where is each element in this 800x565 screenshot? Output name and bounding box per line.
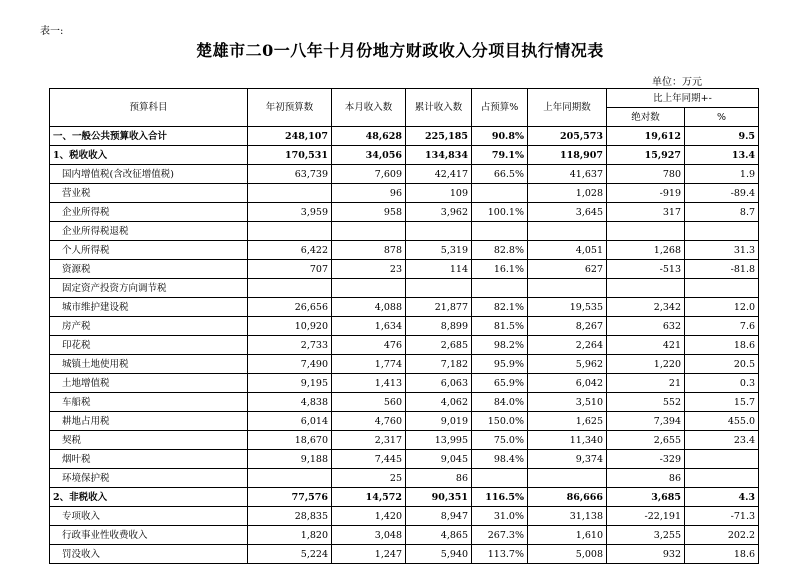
table-row	[50, 298, 759, 317]
header-last-year: 上年同期数	[528, 89, 607, 127]
cell-absolute	[607, 222, 685, 241]
cell-percent: 202.2	[685, 526, 759, 545]
cell-last-year: 5,008	[528, 545, 607, 564]
cell-month: 2,317	[332, 431, 406, 450]
row-label: 2、非税收入	[50, 488, 248, 507]
cell-month	[332, 279, 406, 298]
cell-month: 1,413	[332, 374, 406, 393]
table-row	[50, 507, 759, 526]
cell-cumulative: 21,877	[406, 298, 472, 317]
cell-cumulative: 4,062	[406, 393, 472, 412]
cell-month: 560	[332, 393, 406, 412]
row-label: 个人所得税	[50, 241, 248, 260]
cell-pct-budget	[472, 222, 528, 241]
cell-last-year	[528, 279, 607, 298]
table-row	[50, 184, 759, 203]
cell-percent: 1.9	[685, 165, 759, 184]
cell-pct-budget: 31.0%	[472, 507, 528, 526]
cell-pct-budget: 98.2%	[472, 336, 528, 355]
row-label: 一、一般公共预算收入合计	[50, 127, 248, 146]
cell-last-year: 205,573	[528, 127, 607, 146]
cell-month: 7,609	[332, 165, 406, 184]
cell-absolute: 932	[607, 545, 685, 564]
cell-absolute: -513	[607, 260, 685, 279]
table-row	[50, 127, 759, 146]
page-title: 楚雄市二0一八年十月份地方财政收入分项目执行情况表	[196, 41, 604, 60]
row-label: 行政事业性收费收入	[50, 526, 248, 545]
cell-absolute: -919	[607, 184, 685, 203]
cell-last-year: 1,625	[528, 412, 607, 431]
cell-absolute: 2,342	[607, 298, 685, 317]
cell-percent: 12.0	[685, 298, 759, 317]
cell-cumulative	[406, 279, 472, 298]
cell-last-year: 1,610	[528, 526, 607, 545]
cell-percent: 455.0	[685, 412, 759, 431]
cell-month: 48,628	[332, 127, 406, 146]
cell-pct-budget: 81.5%	[472, 317, 528, 336]
cell-last-year: 2,264	[528, 336, 607, 355]
cell-cumulative: 3,962	[406, 203, 472, 222]
header-month: 本月收入数	[332, 89, 406, 127]
table-row	[50, 469, 759, 488]
row-label: 耕地占用税	[50, 412, 248, 431]
row-label: 车船税	[50, 393, 248, 412]
row-label: 环境保护税	[50, 469, 248, 488]
cell-last-year: 3,645	[528, 203, 607, 222]
header-percent: %	[685, 108, 759, 127]
cell-budget	[248, 469, 332, 488]
cell-month: 14,572	[332, 488, 406, 507]
cell-absolute: 19,612	[607, 127, 685, 146]
row-label: 企业所得税退税	[50, 222, 248, 241]
table-row	[50, 317, 759, 336]
cell-pct-budget: 95.9%	[472, 355, 528, 374]
table-row	[50, 336, 759, 355]
cell-pct-budget: 82.8%	[472, 241, 528, 260]
header-budget: 年初预算数	[248, 89, 332, 127]
cell-percent: 8.7	[685, 203, 759, 222]
cell-percent	[685, 279, 759, 298]
cell-budget: 10,920	[248, 317, 332, 336]
cell-pct-budget: 113.7%	[472, 545, 528, 564]
cell-month	[332, 222, 406, 241]
cell-budget: 3,959	[248, 203, 332, 222]
cell-cumulative: 7,182	[406, 355, 472, 374]
cell-percent: 9.5	[685, 127, 759, 146]
row-label: 城市维护建设税	[50, 298, 248, 317]
cell-budget: 170,531	[248, 146, 332, 165]
header-compare: 比上年同期+-	[607, 89, 759, 108]
cell-absolute: 3,685	[607, 488, 685, 507]
cell-cumulative	[406, 222, 472, 241]
cell-last-year: 31,138	[528, 507, 607, 526]
row-label: 专项收入	[50, 507, 248, 526]
table-row	[50, 241, 759, 260]
cell-pct-budget	[472, 469, 528, 488]
cell-month: 25	[332, 469, 406, 488]
cell-percent: 18.6	[685, 545, 759, 564]
table-row	[50, 260, 759, 279]
cell-pct-budget: 98.4%	[472, 450, 528, 469]
cell-month: 476	[332, 336, 406, 355]
cell-cumulative: 86	[406, 469, 472, 488]
cell-month: 1,774	[332, 355, 406, 374]
cell-last-year	[528, 469, 607, 488]
row-label: 固定资产投资方向调节税	[50, 279, 248, 298]
cell-budget: 9,195	[248, 374, 332, 393]
cell-budget: 77,576	[248, 488, 332, 507]
row-label: 城镇土地使用税	[50, 355, 248, 374]
cell-cumulative: 9,045	[406, 450, 472, 469]
cell-month: 4,088	[332, 298, 406, 317]
table-row	[50, 146, 759, 165]
table-row	[50, 165, 759, 184]
table-row	[50, 545, 759, 564]
cell-last-year: 627	[528, 260, 607, 279]
cell-last-year: 9,374	[528, 450, 607, 469]
cell-pct-budget: 267.3%	[472, 526, 528, 545]
cell-month: 7,445	[332, 450, 406, 469]
cell-percent: 4.3	[685, 488, 759, 507]
cell-cumulative: 2,685	[406, 336, 472, 355]
cell-pct-budget: 75.0%	[472, 431, 528, 450]
cell-month: 1,420	[332, 507, 406, 526]
cell-pct-budget	[472, 279, 528, 298]
row-label: 土地增值税	[50, 374, 248, 393]
unit-label: 单位：万元	[652, 77, 702, 88]
cell-budget: 9,188	[248, 450, 332, 469]
row-label: 1、税收收入	[50, 146, 248, 165]
row-label: 资源税	[50, 260, 248, 279]
cell-absolute: 3,255	[607, 526, 685, 545]
cell-pct-budget: 82.1%	[472, 298, 528, 317]
cell-pct-budget: 100.1%	[472, 203, 528, 222]
revenue-table	[49, 88, 759, 564]
cell-cumulative: 109	[406, 184, 472, 203]
cell-absolute: -22,191	[607, 507, 685, 526]
cell-month: 1,634	[332, 317, 406, 336]
cell-cumulative: 5,319	[406, 241, 472, 260]
cell-budget: 707	[248, 260, 332, 279]
cell-percent	[685, 469, 759, 488]
cell-absolute: 1,220	[607, 355, 685, 374]
cell-month: 96	[332, 184, 406, 203]
cell-percent: 13.4	[685, 146, 759, 165]
cell-pct-budget: 150.0%	[472, 412, 528, 431]
row-label: 房产税	[50, 317, 248, 336]
cell-budget: 1,820	[248, 526, 332, 545]
table-row	[50, 222, 759, 241]
cell-percent: 23.4	[685, 431, 759, 450]
cell-budget: 18,670	[248, 431, 332, 450]
cell-cumulative: 8,947	[406, 507, 472, 526]
row-label: 国内增值税(含改征增值税)	[50, 165, 248, 184]
cell-percent: 20.5	[685, 355, 759, 374]
cell-month: 878	[332, 241, 406, 260]
cell-absolute: 552	[607, 393, 685, 412]
cell-pct-budget: 90.8%	[472, 127, 528, 146]
table-row	[50, 393, 759, 412]
cell-budget	[248, 279, 332, 298]
cell-budget: 7,490	[248, 355, 332, 374]
cell-budget: 26,656	[248, 298, 332, 317]
cell-cumulative: 9,019	[406, 412, 472, 431]
cell-absolute: 632	[607, 317, 685, 336]
cell-absolute: 21	[607, 374, 685, 393]
cell-last-year: 118,907	[528, 146, 607, 165]
cell-last-year: 5,962	[528, 355, 607, 374]
cell-absolute	[607, 279, 685, 298]
cell-last-year: 3,510	[528, 393, 607, 412]
table-row	[50, 203, 759, 222]
cell-month: 34,056	[332, 146, 406, 165]
cell-pct-budget: 65.9%	[472, 374, 528, 393]
cell-percent: -81.8	[685, 260, 759, 279]
cell-percent: -71.3	[685, 507, 759, 526]
table-row	[50, 431, 759, 450]
cell-last-year: 41,637	[528, 165, 607, 184]
cell-cumulative: 42,417	[406, 165, 472, 184]
row-label: 印花税	[50, 336, 248, 355]
header-item: 预算科目	[50, 89, 248, 127]
cell-cumulative: 13,995	[406, 431, 472, 450]
cell-percent	[685, 222, 759, 241]
header-cumulative: 累计收入数	[406, 89, 472, 127]
cell-absolute: 1,268	[607, 241, 685, 260]
table-row	[50, 412, 759, 431]
cell-percent: 0.3	[685, 374, 759, 393]
cell-percent	[685, 450, 759, 469]
cell-cumulative: 134,834	[406, 146, 472, 165]
cell-percent: 15.7	[685, 393, 759, 412]
table-row	[50, 488, 759, 507]
cell-last-year: 11,340	[528, 431, 607, 450]
cell-absolute: -329	[607, 450, 685, 469]
cell-cumulative: 6,063	[406, 374, 472, 393]
cell-percent: 31.3	[685, 241, 759, 260]
row-label: 契税	[50, 431, 248, 450]
cell-budget: 28,835	[248, 507, 332, 526]
cell-pct-budget: 79.1%	[472, 146, 528, 165]
cell-pct-budget: 66.5%	[472, 165, 528, 184]
cell-budget	[248, 184, 332, 203]
cell-percent: 18.6	[685, 336, 759, 355]
cell-pct-budget	[472, 184, 528, 203]
cell-percent: -89.4	[685, 184, 759, 203]
row-label: 营业税	[50, 184, 248, 203]
cell-absolute: 7,394	[607, 412, 685, 431]
cell-cumulative: 4,865	[406, 526, 472, 545]
cell-month: 4,760	[332, 412, 406, 431]
cell-month: 23	[332, 260, 406, 279]
cell-absolute: 2,655	[607, 431, 685, 450]
cell-last-year: 86,666	[528, 488, 607, 507]
table-note: 表一:	[40, 26, 64, 37]
cell-budget: 248,107	[248, 127, 332, 146]
cell-budget: 63,739	[248, 165, 332, 184]
cell-budget	[248, 222, 332, 241]
table-row	[50, 450, 759, 469]
cell-pct-budget: 16.1%	[472, 260, 528, 279]
cell-cumulative: 8,899	[406, 317, 472, 336]
row-label: 烟叶税	[50, 450, 248, 469]
cell-budget: 6,422	[248, 241, 332, 260]
cell-absolute: 317	[607, 203, 685, 222]
cell-budget: 2,733	[248, 336, 332, 355]
cell-pct-budget: 84.0%	[472, 393, 528, 412]
cell-absolute: 15,927	[607, 146, 685, 165]
row-label: 企业所得税	[50, 203, 248, 222]
cell-last-year: 6,042	[528, 374, 607, 393]
cell-last-year: 8,267	[528, 317, 607, 336]
cell-cumulative: 225,185	[406, 127, 472, 146]
row-label: 罚没收入	[50, 545, 248, 564]
cell-month: 958	[332, 203, 406, 222]
cell-budget: 6,014	[248, 412, 332, 431]
cell-budget: 4,838	[248, 393, 332, 412]
cell-last-year: 4,051	[528, 241, 607, 260]
cell-percent: 7.6	[685, 317, 759, 336]
cell-absolute: 780	[607, 165, 685, 184]
table-row	[50, 355, 759, 374]
cell-absolute: 421	[607, 336, 685, 355]
cell-cumulative: 90,351	[406, 488, 472, 507]
table-row	[50, 526, 759, 545]
cell-cumulative: 114	[406, 260, 472, 279]
cell-last-year: 1,028	[528, 184, 607, 203]
cell-month: 1,247	[332, 545, 406, 564]
header-pct-budget: 占预算%	[472, 89, 528, 127]
cell-cumulative: 5,940	[406, 545, 472, 564]
cell-last-year	[528, 222, 607, 241]
cell-last-year: 19,535	[528, 298, 607, 317]
table-row	[50, 374, 759, 393]
cell-absolute: 86	[607, 469, 685, 488]
table-row	[50, 279, 759, 298]
cell-pct-budget: 116.5%	[472, 488, 528, 507]
header-absolute: 绝对数	[607, 108, 685, 127]
cell-budget: 5,224	[248, 545, 332, 564]
table-body	[50, 127, 759, 564]
cell-month: 3,048	[332, 526, 406, 545]
